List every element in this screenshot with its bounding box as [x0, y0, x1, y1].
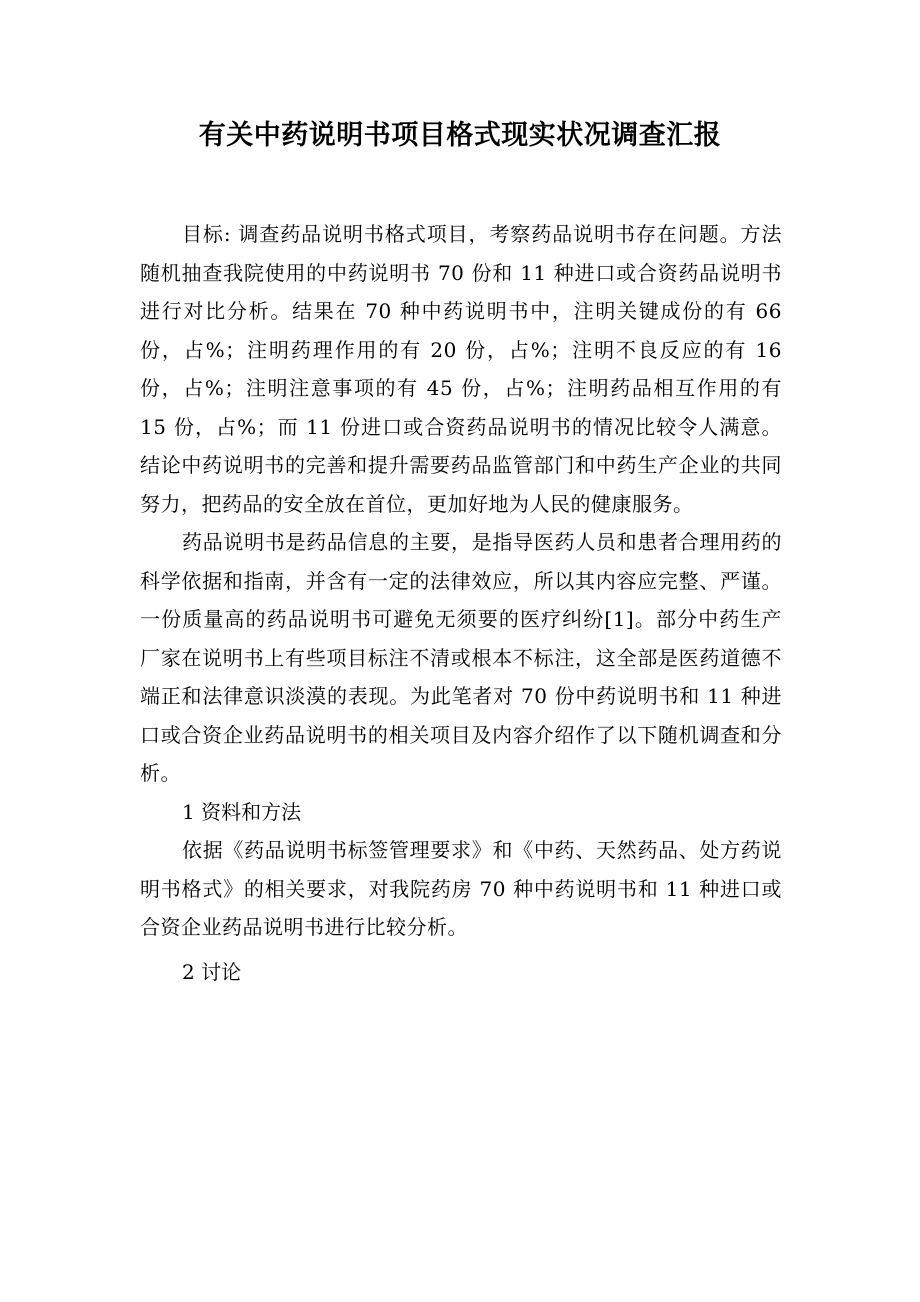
materials-methods-paragraph: 依据《药品说明书标签管理要求》和《中药、天然药品、处方药说明书格式》的相关要求，对我院药房 70 种中药说明书和 11 种进口或合资企业药品说明书进行比较分析。: [140, 838, 782, 939]
document-title: 有关中药说明书项目格式现实状况调查汇报: [198, 120, 722, 151]
abstract-paragraph: 目标: 调查药品说明书格式项目，考察药品说明书存在问题。方法随机抽查我院使用的中药说明书 70 份和 11 种进口或合资药品说明书进行对比分析。结果在 70 种中药说明书中，注明关键成份的有 66 份，占%；注明药理作用的有 20 份，占%；注明不良反应的有 16 份，占%；注明注意事项的有 45 份，占%；注明药品相互作用的有 15 份，占%；而 11 份进口或合资药品说明书的情况比较令人满意。结论中药说明书的完善和提升需要药品监管部门和中药生产企业的共同努力，把药品的安全放在首位，更加好地为人民的健康服务。: [140, 222, 782, 516]
intro-paragraph: 药品说明书是药品信息的主要，是指导医药人员和患者合理用药的科学依据和指南，并含有一定的法律效应，所以其内容应完整、严谨。一份质量高的药品说明书可避免无须要的医疗纠纷[1]。部分中药生产厂家在说明书上有些项目标注不清或根本不标注，这全部是医药道德不端正和法律意识淡漠的表现。为此笔者对 70 份中药说明书和 11 种进口或合资企业药品说明书的相关项目及内容介绍作了以下随机调查和分析。: [140, 530, 782, 785]
section-heading-materials-methods: 1 资料和方法: [182, 799, 302, 824]
document-body: [140, 215, 782, 991]
section-heading-discussion: 2 讨论: [182, 959, 242, 984]
